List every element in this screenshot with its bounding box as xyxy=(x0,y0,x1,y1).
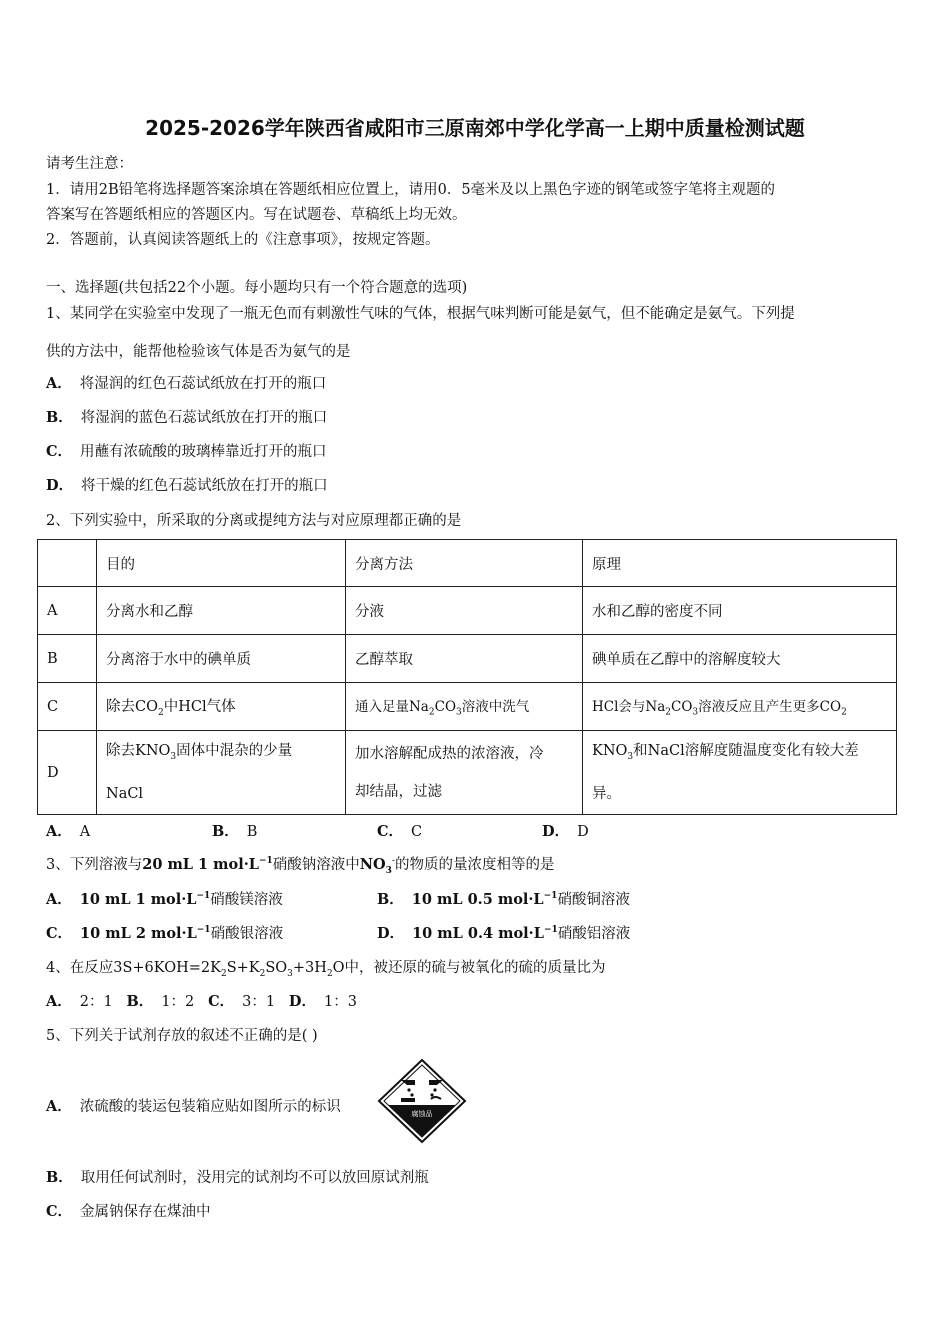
q4-options: A． 2：1 B． 1：2 C． 3：1 D． 1：3 xyxy=(46,993,357,1010)
q5-stem: 5、下列关于试剂存放的叙述不正确的是( ) xyxy=(46,1028,318,1044)
table-row xyxy=(38,587,897,635)
table-cell: 分液 xyxy=(346,587,583,635)
table-cell: 乙醇萃取 xyxy=(346,635,583,683)
table-cell: 除去$CO_2$中HCl气体 xyxy=(97,683,346,731)
q2-answer-d: D． D xyxy=(542,823,589,840)
table-cell: HCl会与$Na_2CO_3$溶液反应且产生更多$CO_2$ xyxy=(583,683,897,731)
q2-answer-a: A． A xyxy=(46,823,91,840)
table-row xyxy=(38,683,897,731)
table-cell: 分离溶于水中的碘单质 xyxy=(97,635,346,683)
q2-answer-b: B． B xyxy=(212,823,258,840)
table-header-cell: 分离方法 xyxy=(346,540,583,587)
table-cell: 水和乙醇的密度不同 xyxy=(583,587,897,635)
notice-item-2: 2．答题前，认真阅读答题纸上的《注意事项》，按规定答题。 xyxy=(46,232,440,248)
table-header-row xyxy=(38,540,897,587)
hazard-label: 腐蚀品 xyxy=(411,1110,433,1118)
q3-option-d: D． 10 mL 0.4 $mol\cdot L^{-1}$硝酸铝溶液 xyxy=(377,925,631,942)
notice-item-1-line-2: 答案写在答题纸相应的答题区内。写在试题卷、草稿纸上均无效。 xyxy=(46,207,467,223)
table-cell: $KNO_3$和NaCl溶解度随温度变化有较大差 异。 xyxy=(583,731,897,815)
table-cell: B xyxy=(38,635,97,683)
table-cell: 碘单质在乙醇中的溶解度较大 xyxy=(583,635,897,683)
table-cell: 分离水和乙醇 xyxy=(97,587,346,635)
notice-heading: 请考生注意： xyxy=(46,156,133,172)
q3-option-b: B． 10 mL 0.5 $mol\cdot L^{-1}$硝酸铜溶液 xyxy=(377,891,630,908)
table-cell: D xyxy=(38,731,97,815)
q4-stem: 4、在反应$3S+6KOH=2K_2S+K_2SO_3+3H_2O$中，被还原的硫与被氧化的硫的质量比为 xyxy=(46,960,606,979)
q1-option-b: B． 将湿润的蓝色石蕊试纸放在打开的瓶口 xyxy=(46,409,328,426)
table-row xyxy=(38,731,897,815)
table-header-cell: 原理 xyxy=(583,540,897,587)
table-cell: C xyxy=(38,683,97,731)
q1-stem-line-1: 1、某同学在实验室中发现了一瓶无色而有刺激性气味的气体，根据气味判断可能是氨气，但不能确定是氨气。下列提 xyxy=(46,306,795,322)
table-cell: A xyxy=(38,587,97,635)
q1-stem-line-2: 供的方法中，能帮他检验该气体是否为氨气的是 xyxy=(46,344,351,360)
page-title: 2025-2026学年陕西省咸阳市三原南郊中学化学高一上期中质量检测试题 xyxy=(145,116,805,140)
q5-option-c: C． 金属钠保存在煤油中 xyxy=(46,1203,211,1220)
q5-option-a: A． 浓硫酸的装运包装箱应贴如图所示的标识 xyxy=(46,1098,341,1115)
table-header-cell: 目的 xyxy=(97,540,346,587)
table-row xyxy=(38,635,897,683)
q3-option-c: C． 10 mL 2 $mol\cdot L^{-1}$硝酸银溶液 xyxy=(46,925,284,942)
q1-option-d: D． 将干燥的红色石蕊试纸放在打开的瓶口 xyxy=(46,477,328,494)
q1-option-a: A． 将湿润的红色石蕊试纸放在打开的瓶口 xyxy=(46,375,327,392)
table-cell: 通入足量$Na_2CO_3$溶液中洗气 xyxy=(346,683,583,731)
table-cell: 除去$KNO_3$固体中混杂的少量 NaCl xyxy=(97,731,346,815)
q3-option-a: A． 10 mL 1 $mol\cdot L^{-1}$硝酸镁溶液 xyxy=(46,891,283,908)
section-heading: 一、选择题(共包括22个小题。每小题均只有一个符合题意的选项) xyxy=(46,280,468,296)
table-cell: 加水溶解配成热的浓溶液，冷 却结晶，过滤 xyxy=(346,731,583,815)
q2-answer-c: C． C xyxy=(377,823,423,840)
notice-item-1-line-1: 1．请用2B铅笔将选择题答案涂填在答题纸相应位置上，请用0．5毫米及以上黑色字迹的钢笔或签字笔将主观题的 xyxy=(46,182,776,198)
q3-stem: 3、下列溶液与20 mL 1 $mol\cdot L^{-1}$硝酸钠溶液中$NO_3^-$的物质的量浓度相等的是 xyxy=(46,856,555,876)
q2-table xyxy=(37,539,897,815)
q2-stem: 2、下列实验中，所采取的分离或提纯方法与对应原理都正确的是 xyxy=(46,513,462,529)
q1-option-c: C． 用蘸有浓硫酸的玻璃棒靠近打开的瓶口 xyxy=(46,443,327,460)
corrosive-hazard-icon xyxy=(377,1058,467,1144)
table-header-cell xyxy=(38,540,97,587)
q5-option-b: B． 取用任何试剂时，没用完的试剂均不可以放回原试剂瓶 xyxy=(46,1169,429,1186)
